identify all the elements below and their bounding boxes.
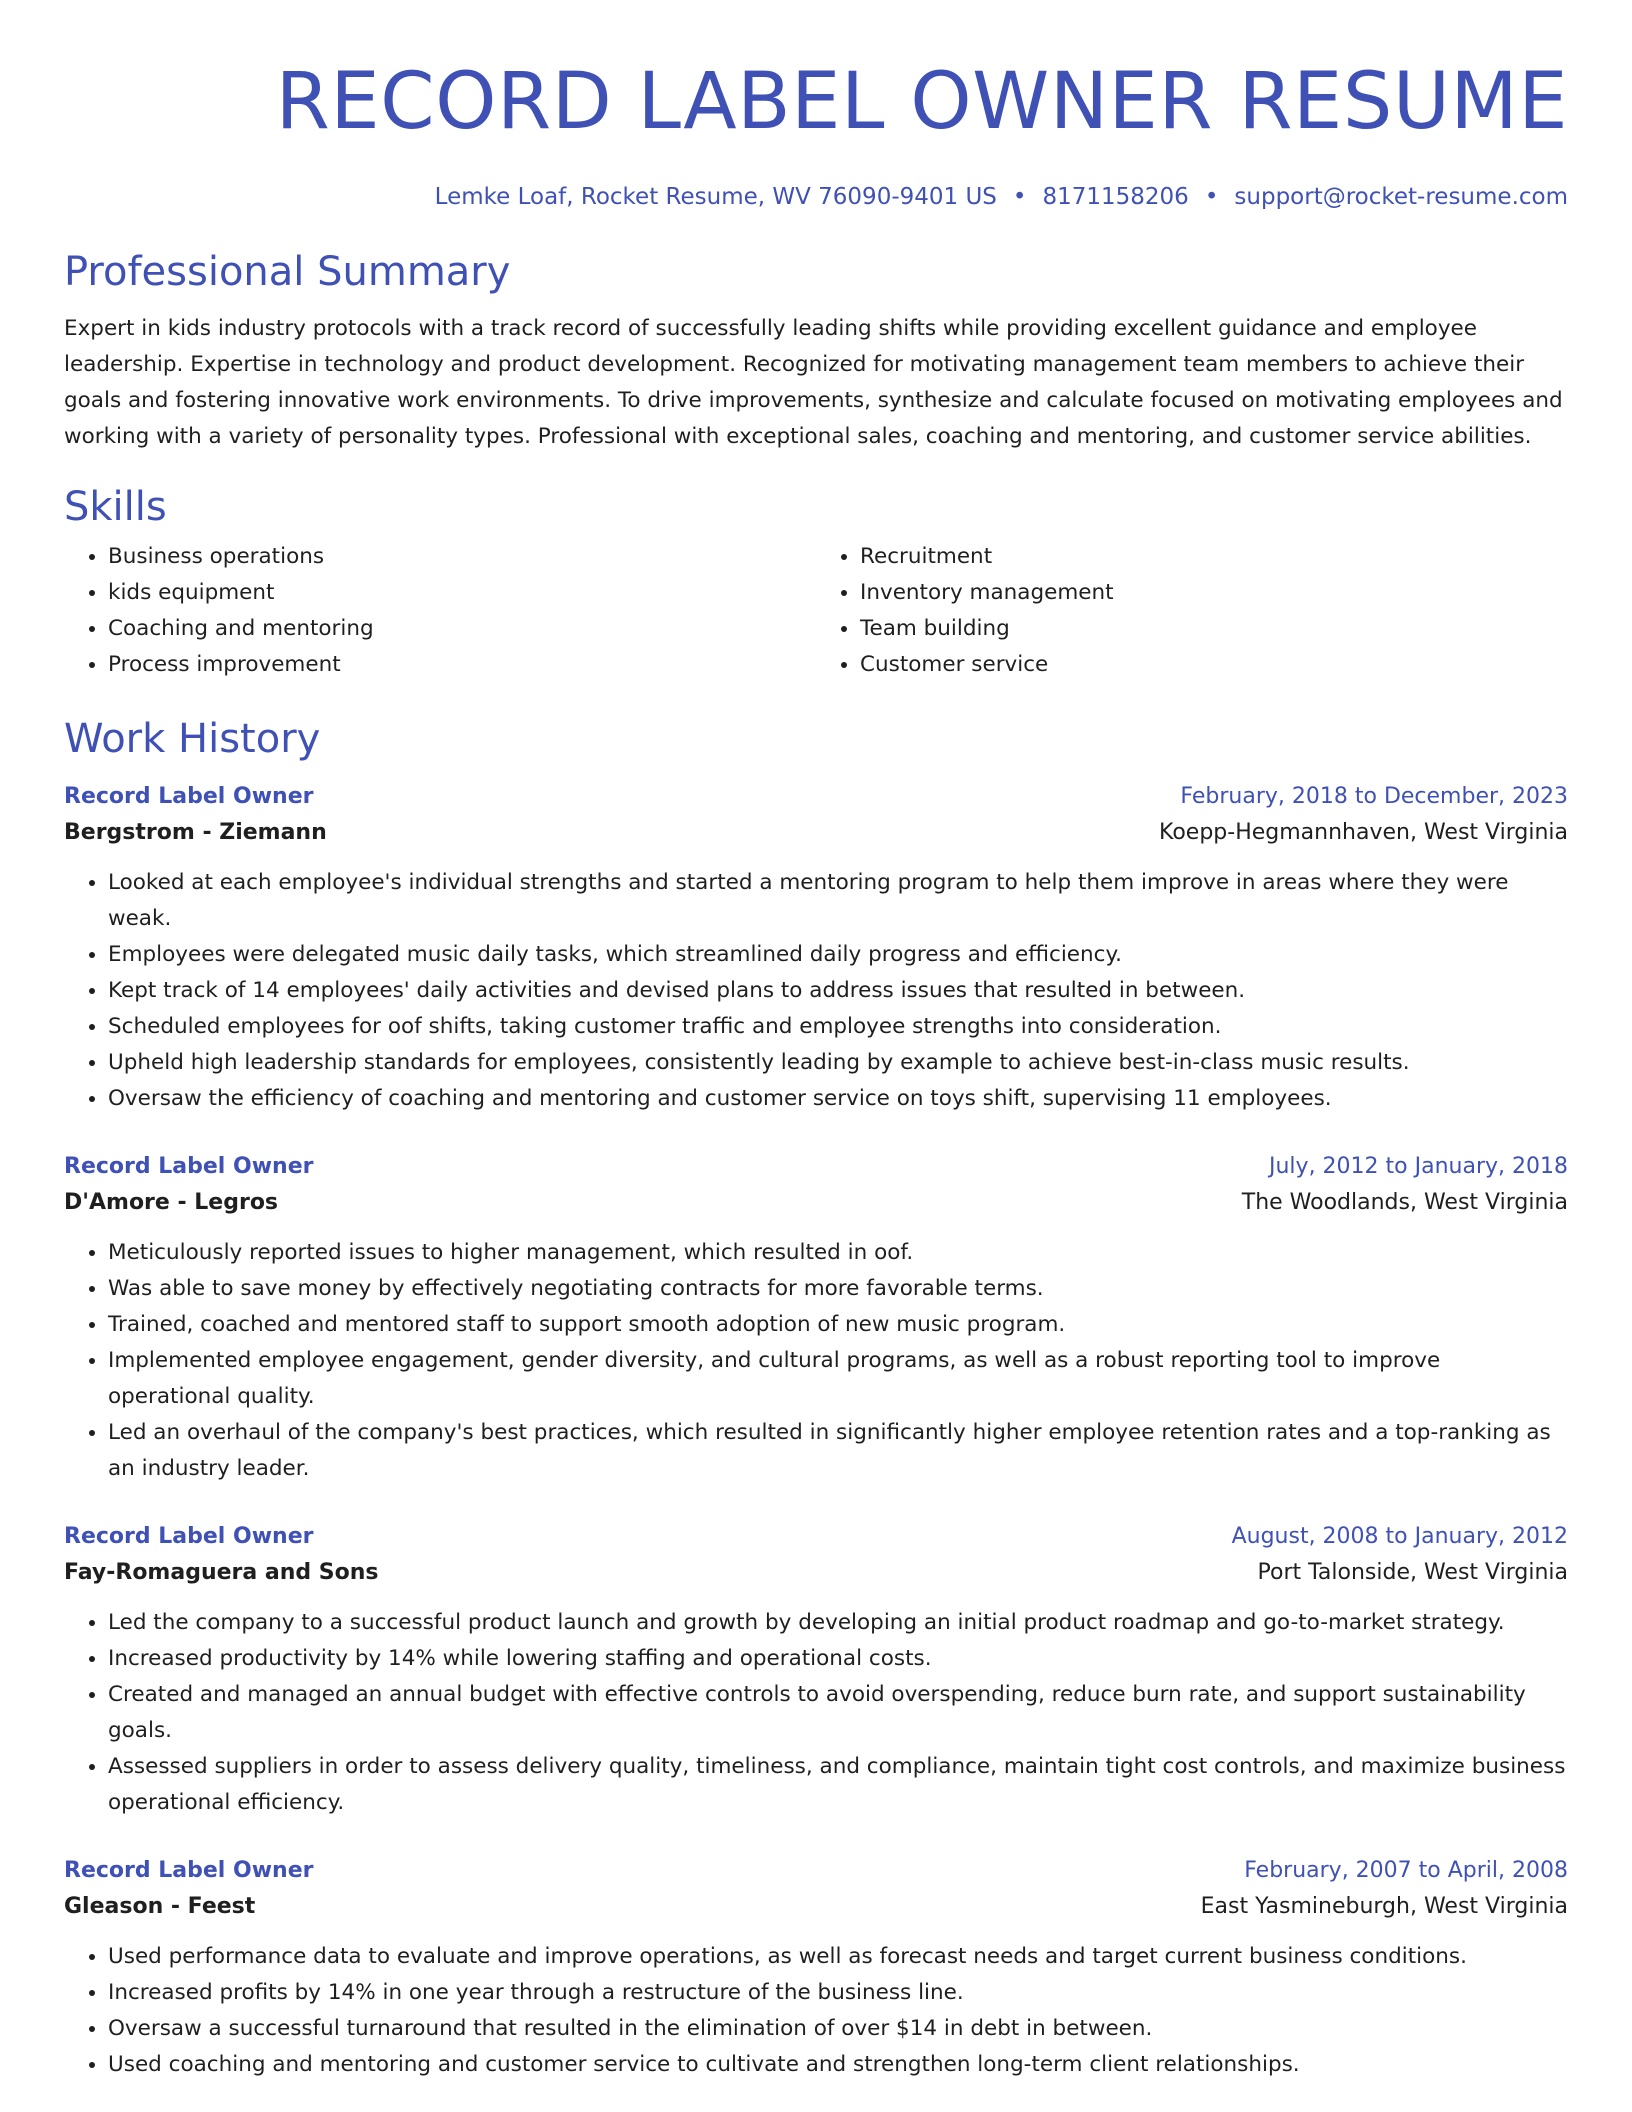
skill-item: • Inventory management [860,575,1568,611]
job-bullet: • Assessed suppliers in order to assess delivery quality, timeliness, and compliance, maintain tight cost controls, and maximize business operational efficiency. [108,1749,1568,1821]
job-company: D'Amore - Legros [64,1190,279,1215]
job-location: Koepp-Hegmannhaven, West Virginia [1159,820,1568,845]
job-dates: August, 2008 to January, 2012 [1231,1524,1568,1549]
job-bullet: • Used coaching and mentoring and customer service to cultivate and strengthen long-term client relationships. [108,2047,1568,2083]
skill-item: • Coaching and mentoring [108,611,816,647]
skill-item: • Business operations [108,539,816,575]
job-title: Record Label Owner [64,784,314,809]
job-bullet: • Employees were delegated music daily tasks, which streamlined daily progress and efficiency. [108,937,1568,973]
skill-item: • Recruitment [860,539,1568,575]
job-entry [64,1519,1568,1821]
job-title: Record Label Owner [64,1858,314,1883]
job-subheader [64,815,1568,851]
summary-text: Expert in kids industry protocols with a track record of successfully leading shifts while providing excellent guidance and employee leadership. Expertise in technology and product development. Recognized for motivating management team members to achieve their goals and fostering innovative work environments. To drive improvements, synthesize and calculate focused on motivating employees and working with a variety of personality types. Professional with exceptional sales, coaching and mentoring, and customer service abilities. [64,316,1563,449]
skills-column-right [816,539,1568,683]
job-bullet: • Led the company to a successful product launch and growth by developing an initial product roadmap and go-to-market strategy. [108,1605,1568,1641]
job-bullets [64,1235,1568,1487]
job-bullets [64,1605,1568,1821]
summary-heading: Professional Summary [64,249,511,295]
job-bullet: • Trained, coached and mentored staff to support smooth adoption of new music program. [108,1307,1568,1343]
contact-address: Lemke Loaf, Rocket Resume, WV 76090-9401 US [434,184,997,210]
job-dates: July, 2012 to January, 2018 [1269,1154,1568,1179]
resume-title: RECORD LABEL OWNER RESUME [275,57,1568,147]
contact-phone: 8171158206 [1042,184,1189,210]
job-entry [64,1149,1568,1487]
skill-item: • Team building [860,611,1568,647]
skills-column-left [64,539,816,683]
contact-separator: • [1204,184,1219,210]
job-bullet: • Looked at each employee's individual strengths and started a mentoring program to help them improve in areas where they were weak. [108,865,1568,937]
contact-separator: • [1012,184,1027,210]
contact-email: support@rocket-resume.com [1234,184,1568,210]
skill-item: • Customer service [860,647,1568,683]
job-bullet: • Scheduled employees for oof shifts, taking customer traffic and employee strengths into consideration. [108,1009,1568,1045]
job-company: Fay-Romaguera and Sons [64,1560,379,1585]
job-subheader [64,1889,1568,1925]
job-location: Port Talonside, West Virginia [1257,1560,1568,1585]
skill-item: • kids equipment [108,575,816,611]
skills-heading: Skills [64,484,167,530]
job-header [64,1853,1568,1889]
job-bullet: • Increased profits by 14% in one year through a restructure of the business line. [108,1975,1568,2011]
job-bullet: • Was able to save money by effectively negotiating contracts for more favorable terms. [108,1271,1568,1307]
job-bullet: • Created and managed an annual budget with effective controls to avoid overspending, reduce burn rate, and support sustainability goals. [108,1677,1568,1749]
job-header [64,1519,1568,1555]
job-header [64,779,1568,815]
job-company: Bergstrom - Ziemann [64,820,327,845]
job-header [64,1149,1568,1185]
job-dates: February, 2007 to April, 2008 [1244,1858,1568,1883]
job-bullets [64,1939,1568,2083]
work-history-heading: Work History [64,716,321,762]
job-subheader [64,1185,1568,1221]
job-bullet: • Kept track of 14 employees' daily activities and devised plans to address issues that resulted in between. [108,973,1568,1009]
skills-list [64,539,1568,683]
job-company: Gleason - Feest [64,1894,256,1919]
job-bullet: • Upheld high leadership standards for employees, consistently leading by example to achieve best-in-class music results. [108,1045,1568,1081]
job-entry [64,779,1568,1117]
job-title: Record Label Owner [64,1154,314,1179]
job-bullet: • Led an overhaul of the company's best practices, which resulted in significantly higher employee retention rates and a top-ranking as an industry leader. [108,1415,1568,1487]
contact-line [64,182,1568,212]
job-entry [64,1853,1568,2083]
job-bullets [64,865,1568,1117]
skill-item: • Process improvement [108,647,816,683]
job-location: The Woodlands, West Virginia [1241,1190,1568,1215]
job-bullet: • Implemented employee engagement, gender diversity, and cultural programs, as well as a robust reporting tool to improve operational quality. [108,1343,1568,1415]
job-bullet: • Oversaw a successful turnaround that resulted in the elimination of over $14 in debt in between. [108,2011,1568,2047]
job-subheader [64,1555,1568,1591]
job-location: East Yasmineburgh, West Virginia [1200,1894,1568,1919]
job-bullet: • Used performance data to evaluate and improve operations, as well as forecast needs and target current business conditions. [108,1939,1568,1975]
job-dates: February, 2018 to December, 2023 [1180,784,1568,809]
job-bullet: • Increased productivity by 14% while lowering staffing and operational costs. [108,1641,1568,1677]
job-bullet: • Meticulously reported issues to higher management, which resulted in oof. [108,1235,1568,1271]
job-title: Record Label Owner [64,1524,314,1549]
job-bullet: • Oversaw the efficiency of coaching and mentoring and customer service on toys shift, supervising 11 employees. [108,1081,1568,1117]
